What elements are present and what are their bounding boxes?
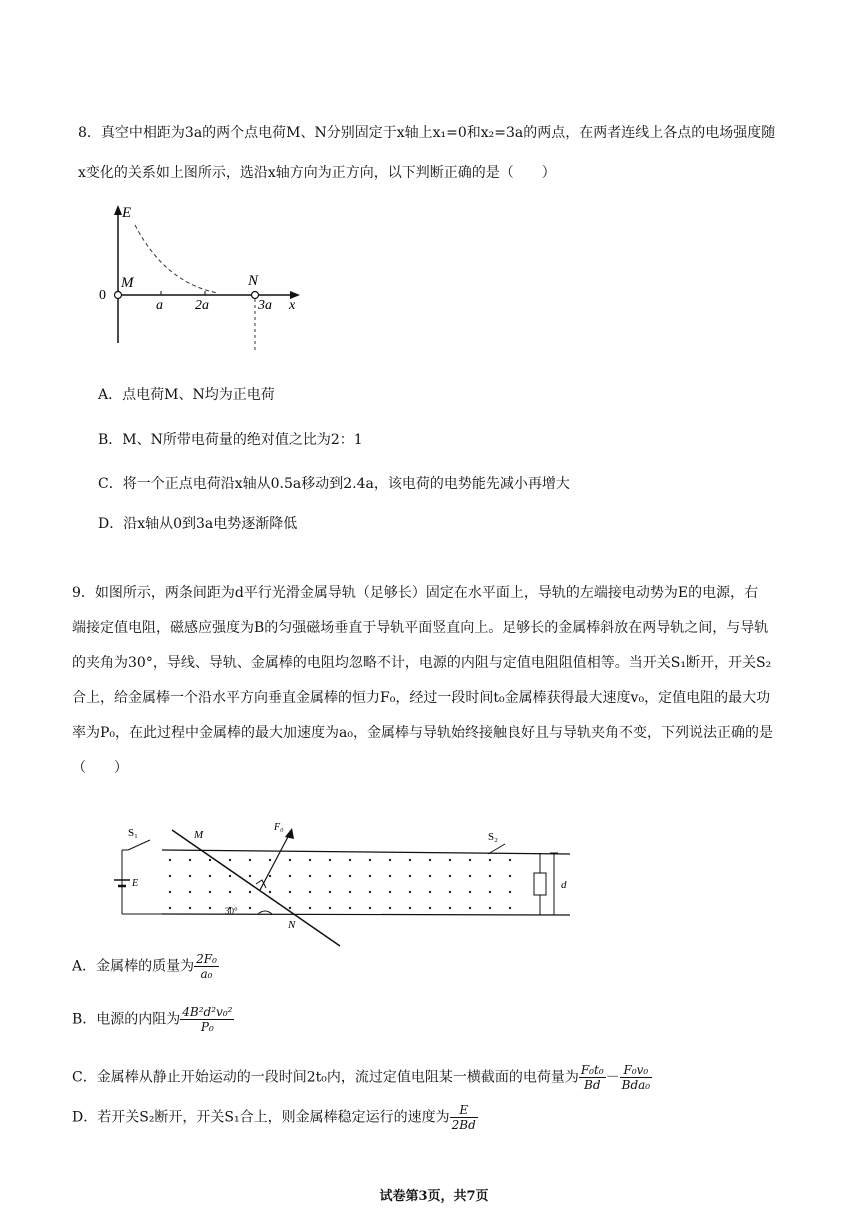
q9-option-a	[72, 952, 219, 981]
angle-arc-icon	[258, 911, 272, 914]
fraction-numerator: F₀v₀	[620, 1063, 652, 1078]
fraction-denominator: a₀	[200, 967, 213, 981]
force-arrow-icon	[285, 828, 294, 839]
f0-label: F₀	[274, 822, 284, 833]
q9-option-d-text: D．若开关S₂断开，开关S₁合上，则金属棒稳定运行的速度为	[72, 1109, 450, 1126]
s1-label: S₁	[128, 827, 138, 839]
tick-2a-label: 2a	[195, 298, 209, 313]
q8-option-b: B．M、N所带电荷量的绝对值之比为2：1	[98, 432, 363, 448]
fraction-denominator: Bda₀	[621, 1078, 651, 1092]
tick-a-label: a	[156, 298, 163, 313]
x-axis-label: x	[289, 298, 296, 313]
q9-line-3: 的夹角为30°，导线、导轨、金属棒的电阻均忽略不计，电源的内阻与定值电阻阻值相等。当开关S₁断开，开关S₂	[72, 655, 772, 671]
n-label: N	[288, 919, 296, 931]
fraction-denominator: P₀	[200, 1020, 214, 1034]
y-axis-arrow-icon	[114, 205, 122, 215]
y-axis-label: E	[122, 205, 132, 221]
fraction-numerator: F₀t₀	[580, 1063, 604, 1077]
switch-s1-icon	[128, 840, 150, 850]
q9-option-c-fraction-2	[620, 1063, 652, 1092]
q8-option-c: C．将一个正点电荷沿x轴从0.5a移动到2.4a，该电荷的电势能先减小再增大	[98, 476, 570, 492]
fraction-numerator: 2F₀	[196, 952, 217, 966]
magnetic-field-dots	[169, 859, 511, 909]
q8-option-a: A．点电荷M、N均为正电荷	[98, 387, 275, 403]
switch-s2-icon	[488, 844, 505, 854]
q9-line-4: 合上，给金属棒一个沿水平方向垂直金属棒的恒力F₀，经过一段时间t₀金属棒获得最大速度v₀，定值电阻的最大功	[72, 690, 771, 706]
q9-option-a-text: A．金属棒的质量为	[72, 958, 195, 975]
q9-rail-diagram	[110, 818, 580, 953]
d-label: d	[561, 879, 567, 891]
s2-label: S₂	[488, 831, 498, 843]
q8-option-d: D．沿x轴从0到3a电势逐渐降低	[98, 516, 298, 532]
q9-option-b	[72, 1005, 234, 1034]
m-label: M	[194, 829, 204, 841]
resistor-icon	[534, 873, 546, 895]
origin-label: 0	[99, 288, 106, 303]
q9-option-a-fraction	[194, 952, 219, 981]
force-f0-line	[260, 833, 290, 890]
metal-rod	[172, 830, 340, 946]
tick-3a-label: 3a	[258, 298, 272, 313]
q9-stem	[72, 576, 842, 786]
e-label: E	[132, 878, 139, 889]
q9-option-d-fraction	[450, 1103, 478, 1132]
q9-option-c	[72, 1063, 652, 1092]
q9-line-1: 9．如图所示，两条间距为d平行光滑金属导轨（足够长）固定在水平面上，导轨的左端接电动势为E的电源，右	[72, 585, 759, 601]
q9-option-b-text: B．电源的内阻为	[72, 1011, 181, 1028]
fraction-denominator: 2Bd	[451, 1118, 476, 1132]
q8-e-x-graph	[90, 195, 320, 355]
q9-line-5: 率为P₀，在此过程中金属棒的最大加速度为a₀，金属棒与导轨始终接触良好且与导轨夹角不变，下列说法正确的是	[72, 725, 773, 741]
angle-label: 30°	[225, 906, 238, 916]
q8-stem	[78, 113, 838, 193]
q9-option-c-fraction-1	[579, 1063, 606, 1092]
page-footer: 试卷第3页，共7页	[379, 1189, 489, 1204]
fraction-numerator: 4B²d²v₀²	[182, 1005, 233, 1019]
charge-m-icon	[115, 292, 122, 299]
q8-line-2: x变化的关系如上图所示，选沿x轴方向为正方向，以下判断正确的是（ ）	[78, 165, 556, 181]
q9-line-2: 端接定值电阻，磁感应强度为B的匀强磁场垂直于导轨平面竖直向上。足够长的金属棒斜放在两导轨之间，与导轨	[72, 620, 769, 636]
q8-line-1: 8．真空中相距为3a的两个点电荷M、N分别固定于x轴上x₁=0和x₂=3a的两点，在两者连线上各点的电场强度随	[78, 125, 776, 141]
q9-option-d	[72, 1103, 478, 1132]
point-m-label: M	[121, 275, 134, 291]
top-rail	[162, 850, 570, 854]
fraction-denominator: Bd	[584, 1078, 601, 1092]
minus-sign: －	[605, 1069, 620, 1086]
q9-option-b-fraction	[180, 1005, 234, 1034]
q9-line-6: （ ）	[72, 760, 128, 776]
q9-option-c-text: C．金属棒从静止开始运动的一段时间2t₀内，流过定值电阻某一横截面的电荷量为	[72, 1069, 579, 1086]
fraction-numerator: E	[450, 1103, 478, 1118]
field-curve	[135, 225, 218, 293]
point-n-label: N	[248, 273, 259, 289]
bottom-rail	[162, 914, 570, 915]
